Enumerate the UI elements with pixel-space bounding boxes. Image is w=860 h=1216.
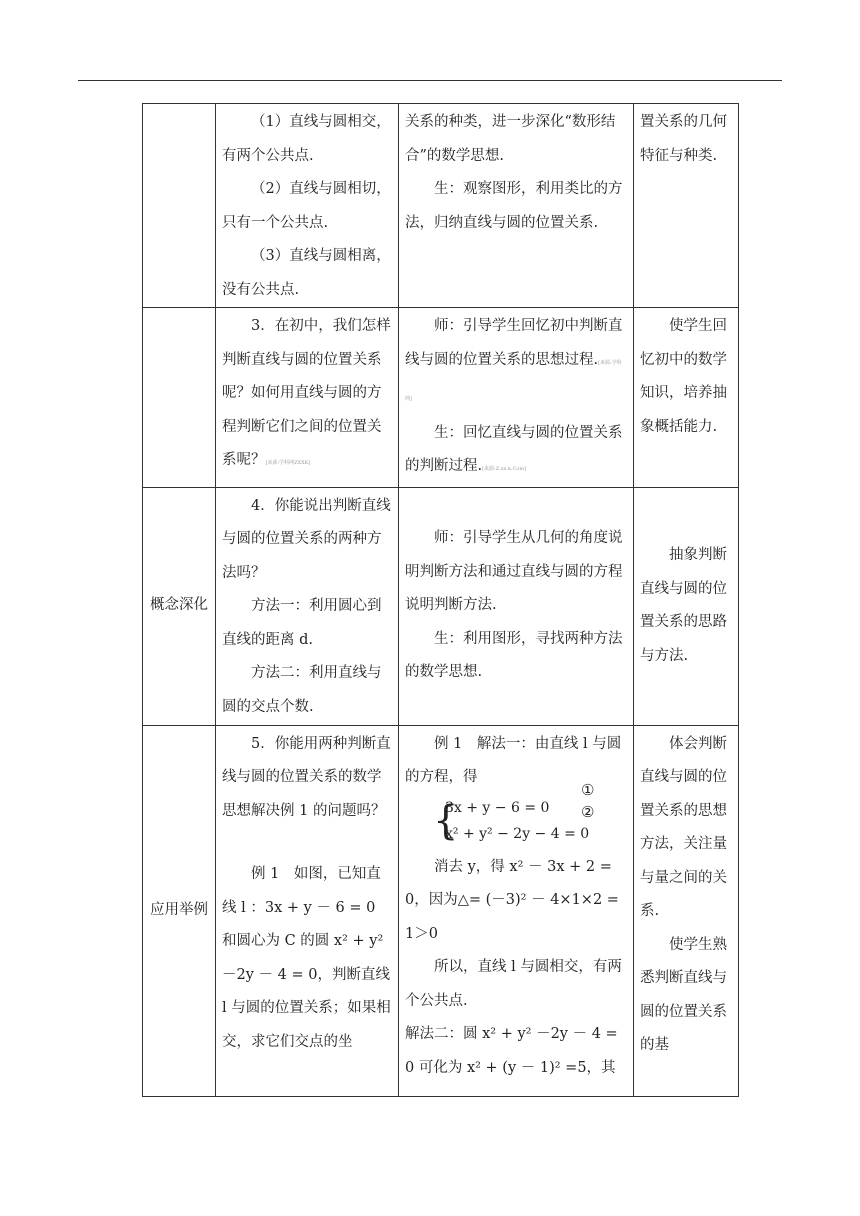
table-row <box>143 104 739 308</box>
question-text: 4．你能说出判断直线与圆的位置关系的两种方法吗？ <box>222 497 391 581</box>
activity-text: 所以，直线 l 与圆相交，有两个公共点. <box>405 959 622 1009</box>
question-text: （3）直线与圆相离，没有公共点. <box>222 248 391 298</box>
source-note: [来源:学科网] <box>405 359 622 402</box>
stage-cell: 概念深化 <box>143 487 216 725</box>
activity-text: 师：引导学生回忆初中判断直线与圆的位置关系的思想过程. <box>405 318 623 368</box>
intent-text: 抽象判断直线与圆的位置关系的思路与方法. <box>640 547 727 664</box>
lesson-table <box>142 103 739 1097</box>
activity-text: 解法二：圆 x² + y² －2y － 4 = 0 可化为 x² + (y － 1)² =5，其 <box>405 1026 618 1076</box>
question-text: （2）直线与圆相切，只有一个公共点. <box>222 181 391 231</box>
equation-system <box>433 780 627 851</box>
header-rule <box>78 80 782 81</box>
question-text: 方法二：利用直线与圆的交点个数. <box>222 665 382 715</box>
equation-mark-2: ② <box>581 802 595 821</box>
stage-cell <box>143 308 216 488</box>
activity-text: 关系的种类，进一步深化“数形结合”的数学思想. <box>405 114 616 164</box>
activity-text: 生：观察图形，利用类比的方法，归纳直线与圆的位置关系. <box>405 181 623 231</box>
source-note: [来源:学科网ZXXK] <box>265 460 311 466</box>
activity-text: 师：引导学生从几何的角度说明判断方法和通过直线与圆的方程说明判断方法. <box>405 530 623 614</box>
activity-text: 消去 y，得 x² － 3x + 2 = 0，因为△= (－3)² － 4×1×2 = 1＞0 <box>405 858 619 942</box>
activity-cell <box>399 725 634 1096</box>
question-text: （1）直线与圆相交，有两个公共点. <box>222 114 391 164</box>
intent-cell <box>634 308 739 488</box>
table-row <box>143 725 739 1096</box>
question-text: 5．你能用两种判断直线与圆的位置关系的数学思想解决例 1 的问题吗？ <box>222 735 391 819</box>
question-cell <box>216 725 399 1096</box>
source-note: [来源:Z.xx.k.Com] <box>482 466 527 472</box>
stage-cell: 应用举例 <box>143 725 216 1096</box>
activity-cell <box>399 487 634 725</box>
question-cell <box>216 487 399 725</box>
intent-cell <box>634 725 739 1096</box>
equation-mark-1: ① <box>581 780 595 799</box>
stage-cell <box>143 104 216 308</box>
activity-cell <box>399 308 634 488</box>
question-text: 例 1 如图，已知直线 l ：3x + y － 6 = 0 和圆心为 C 的圆 x² + y² －2y － 4 = 0，判断直线 l 与圆的位置关系；如果相交，求它们交点的坐 <box>222 866 391 1050</box>
question-cell <box>216 308 399 488</box>
intent-cell <box>634 487 739 725</box>
intent-text: 体会判断直线与圆的位置关系的思想方法，关注量与量之间的关系. <box>640 735 727 919</box>
question-cell <box>216 104 399 308</box>
table-row <box>143 487 739 725</box>
question-text: 方法一：利用圆心到直线的距离 d. <box>222 598 382 648</box>
activity-text: 生：利用图形，寻找两种方法的数学思想. <box>405 630 623 681</box>
question-text: 3．在初中，我们怎样判断直线与圆的位置关系呢？如何用直线与圆的方程判断它们之间的位置关系呢？ <box>222 318 391 468</box>
equation-1: 3x + y − 6 = 0 <box>445 799 550 816</box>
activity-text: 生：回忆直线与圆的位置关系的判断过程. <box>405 424 623 474</box>
intent-text: 置关系的几何特征与种类. <box>640 114 727 164</box>
activity-text: 例 1 解法一：由直线 l 与圆的方程，得 <box>405 735 622 785</box>
intent-text: 使学生熟悉判断直线与圆的位置关系的基 <box>640 936 727 1053</box>
activity-cell <box>399 104 634 308</box>
equation-2: x² + y² − 2y − 4 = 0 <box>445 825 590 842</box>
intent-cell <box>634 104 739 308</box>
table-row <box>143 308 739 488</box>
intent-text: 使学生回忆初中的数学知识，培养抽象概括能力. <box>640 318 727 435</box>
brace-glyph: { <box>433 797 459 844</box>
